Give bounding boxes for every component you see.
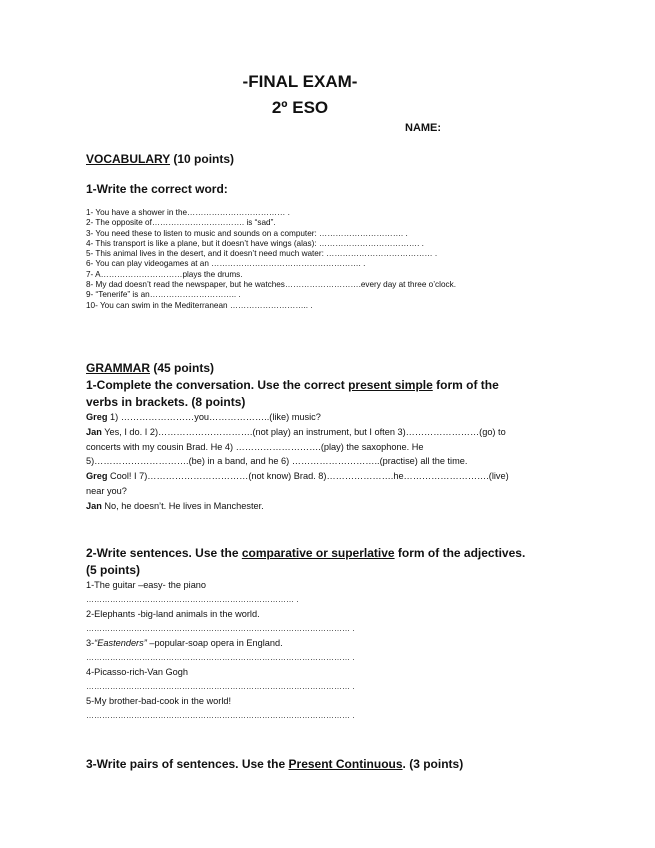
speaker-name: Greg — [86, 471, 108, 482]
grammar-exercise3-title: 3-Write pairs of sentences. Use the Present Continuous. (3 points) — [86, 757, 464, 771]
list-item: 6- You can play videogames at an ………………………………………………. . — [86, 259, 366, 269]
list-item: 1-The guitar –easy- the piano — [86, 580, 207, 590]
answer-line: …………………………………………………………………… . — [86, 594, 299, 604]
speaker-name: Jan — [86, 426, 102, 437]
conversation-line: Greg Cool! I 7)……………………………(not know) Brad. 8)………………….he……………………….(live) near you? — [86, 471, 509, 496]
grammar-heading-text: GRAMMAR — [86, 361, 150, 375]
list-item: 10- You can swim in the Mediterranean ……………………….. . — [86, 300, 313, 310]
grammar-exercise1-title: 1-Complete the conversation. Use the correct present simple form of the verbs in brackets. (8 points) — [86, 378, 499, 409]
speaker-name: Jan — [86, 500, 102, 511]
vocabulary-list — [86, 208, 546, 311]
conversation — [86, 410, 516, 514]
answer-line: ……………………………………………………………………………………… . — [86, 681, 355, 691]
list-item: 4-Picasso-rich-Van Gogh — [86, 667, 188, 677]
exam-title: -FINAL EXAM- — [242, 72, 358, 91]
sentence-list — [86, 578, 526, 723]
name-label: NAME: — [405, 122, 442, 134]
conversation-line: Jan Yes, I do. I 2)………………………….(not play) an instrument, but I often 3)……………………(go) to concerts with my cousin Brad. He 4) ……………………….(play) the saxophone. He 5)………………………….(be) in a band, and he 6) ………………………..(practise) all the time. — [86, 426, 506, 467]
list-item: 7- A…………………………plays the drums. — [86, 269, 243, 279]
answer-line: ……………………………………………………………………………………… . — [86, 652, 355, 662]
grammar-heading — [86, 361, 214, 375]
vocabulary-exercise-title: 1-Write the correct word: — [86, 182, 228, 196]
list-item: 5-My brother-bad-cook in the world! — [86, 696, 232, 706]
speaker-name: Greg — [86, 412, 108, 422]
conversation-line: Greg 1) ……………………you………………..(like) music? — [86, 412, 321, 422]
list-item: 2- The opposite of……………………………. is “sad”. — [86, 218, 276, 228]
list-item: 9- “Tenerife” is an………………………….. . — [86, 290, 241, 300]
answer-line: ……………………………………………………………………………………… . — [86, 710, 355, 720]
grammar-points: (45 points) — [150, 361, 215, 375]
answer-line: ……………………………………………………………………………………… . — [86, 623, 355, 633]
vocabulary-points: (10 points) — [170, 152, 235, 166]
vocabulary-heading-text: VOCABULARY — [86, 152, 171, 166]
list-item: 8- My dad doesn’t read the newspaper, but he watches……………………….every day at three o’clock. — [86, 280, 456, 290]
list-item: 3- You need these to listen to music and sounds on a computer: …………………………. . — [86, 228, 408, 238]
list-item: 4- This transport is like a plane, but it doesn’t have wings (alas): ………………………………. . — [86, 238, 424, 248]
exam-subtitle: 2º ESO — [271, 98, 329, 117]
vocabulary-heading — [86, 152, 234, 166]
list-item: 3-“Eastenders” –popular-soap opera in England. — [86, 638, 283, 648]
grammar-exercise2-title: 2-Write sentences. Use the comparative or superlative form of the adjectives. (5 points) — [86, 546, 526, 577]
conversation-line: Jan No, he doesn’t. He lives in Manchester. — [86, 500, 264, 511]
list-item: 2-Elephants -big-land animals in the world. — [86, 609, 260, 619]
list-item: 1- You have a shower in the……………………………… . — [86, 208, 290, 217]
list-item: 5- This animal lives in the desert, and it doesn’t need much water: ………………………………… . — [86, 249, 438, 259]
